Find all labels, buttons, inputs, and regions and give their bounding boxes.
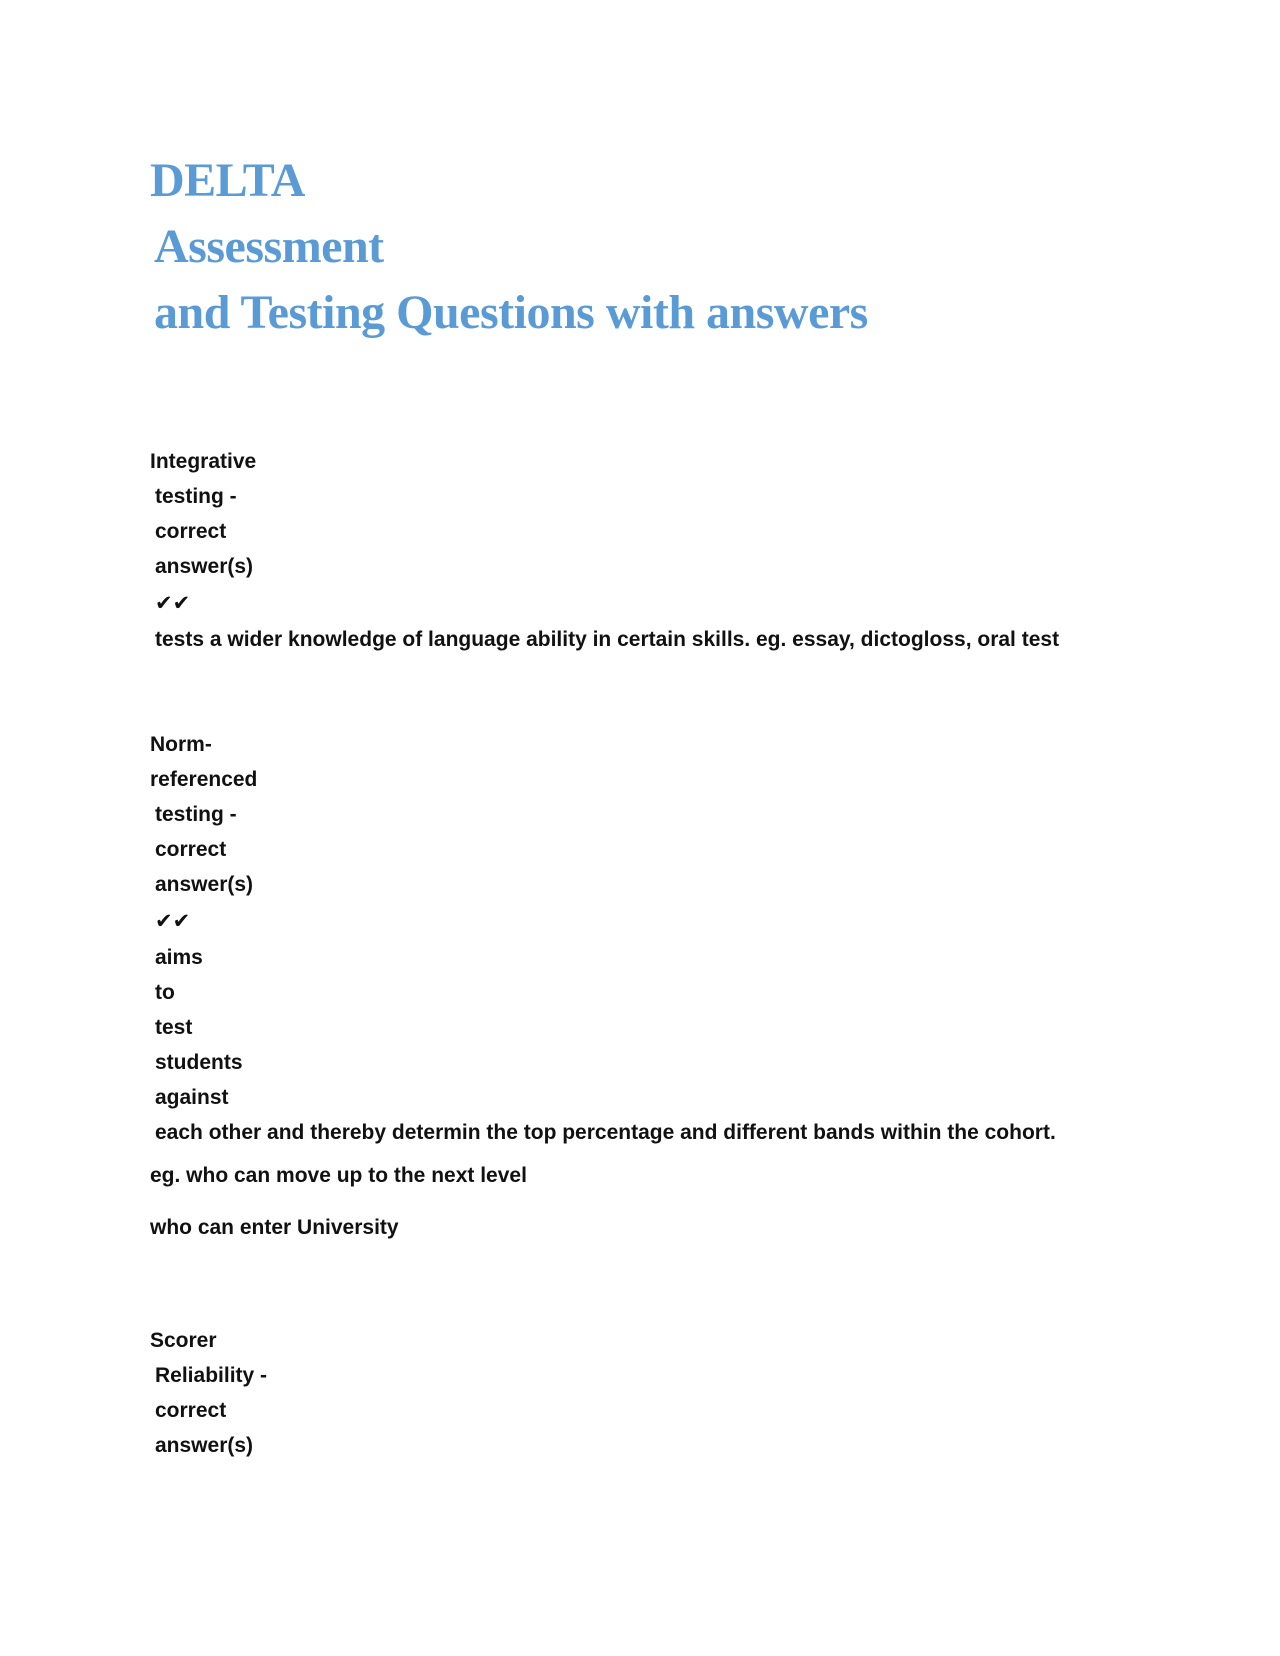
question-term: testing - <box>155 485 237 508</box>
question-scorer-reliability <box>150 1323 267 1463</box>
question-term: referenced <box>150 768 258 791</box>
title-line: DELTA <box>150 154 305 207</box>
question-term: Integrative <box>150 450 257 473</box>
question-term: answer(s) <box>155 873 254 896</box>
answer-text: each other and thereby determin the top percentage and different bands within the cohort. <box>155 1121 1056 1144</box>
check-icon: ✔✔ <box>155 592 191 615</box>
check-icon: ✔✔ <box>155 910 191 933</box>
question-term: correct <box>155 520 227 543</box>
question-term: answer(s) <box>155 1434 254 1457</box>
question-norm-referenced-testing <box>150 727 1056 1254</box>
document-title <box>150 148 868 346</box>
answer-paragraph: eg. who can move up to the next level <box>150 1164 527 1187</box>
question-term: testing - <box>155 803 237 826</box>
question-term: Reliability - <box>155 1364 268 1387</box>
question-term: correct <box>155 1399 227 1422</box>
answer-paragraph: who can enter University <box>150 1216 399 1239</box>
question-integrative-testing <box>150 444 1059 657</box>
title-line: and Testing Questions with answers <box>154 286 868 339</box>
question-term: answer(s) <box>155 555 254 578</box>
answer-text: tests a wider knowledge of language ability in certain skills. eg. essay, dictogloss, oral test <box>155 628 1060 651</box>
question-term: correct <box>155 838 227 861</box>
question-term: Scorer <box>150 1329 217 1352</box>
answer-text: students <box>155 1051 243 1074</box>
question-term: Norm- <box>150 733 212 756</box>
answer-text: to <box>155 981 175 1004</box>
answer-text: test <box>155 1016 193 1039</box>
answer-text: against <box>155 1086 229 1109</box>
title-line: Assessment <box>154 220 384 273</box>
answer-text: aims <box>155 946 203 969</box>
